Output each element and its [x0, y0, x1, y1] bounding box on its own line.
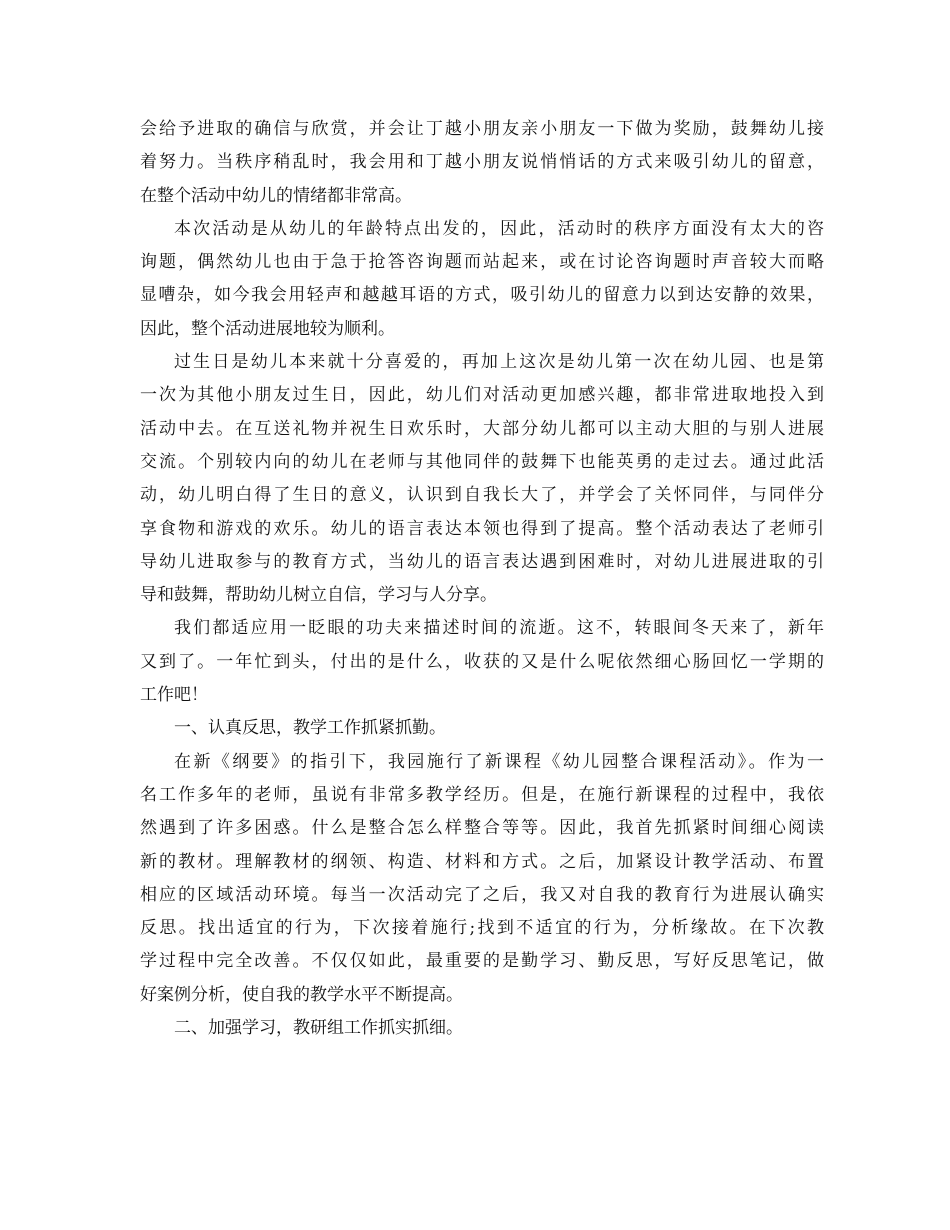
text-line: 好案例分析，使自我的教学水平不断提高。 — [140, 984, 463, 1005]
text-line: 会给予进取的确信与欣赏，并会让丁越小朋友亲小朋友一下做为奖励，鼓舞幼儿接 — [140, 119, 824, 139]
document-body — [140, 113, 824, 1045]
text-line: 因此，整个活动进展地较为顺利。 — [140, 318, 395, 339]
text-line: 然遇到了许多困惑。什么是整合怎么样整合等等。因此，我首先抓紧时间细心阅读 — [140, 818, 824, 839]
heading-text: 二、加强学习，教研组工作抓实抓细。 — [174, 1018, 463, 1039]
text-line: 动，幼儿明白得了生日的意义，认识到自我长大了，并学会了关怀同伴，与同伴分 — [140, 485, 824, 506]
heading-text: 一、认真反思，教学工作抓紧抓勤。 — [174, 718, 446, 739]
text-line: 交流。个别较内向的幼儿在老师与其他同伴的鼓舞下也能英勇的走过去。通过此活 — [140, 451, 824, 472]
paragraph — [140, 346, 824, 612]
text-line: 享食物和游戏的欢乐。幼儿的语言表达本领也得到了提高。整个活动表达了老师引 — [140, 518, 824, 539]
text-line: 新的教材。理解教材的纲领、构造、材料和方式。之后，加紧设计教学活动、布置 — [140, 851, 824, 872]
text-line: 询题，偶然幼儿也由于急于抢答咨询题而站起来，或在讨论咨询题时声音较大而略 — [140, 252, 824, 273]
text-line: 我们都适应用一眨眼的功夫来描述时间的流逝。这不，转眼间冬天来了，新年 — [174, 618, 824, 639]
text-line: 在新《纲要》的指引下，我园施行了新课程《幼儿园整合课程活动》。作为一 — [174, 751, 824, 772]
text-line: 导幼儿进取参与的教育方式，当幼儿的语言表达遇到困难时，对幼儿进展进取的引 — [140, 551, 824, 572]
text-line: 名工作多年的老师，虽说有非常多教学经历。但是，在施行新课程的过程中，我依 — [140, 784, 824, 805]
text-line: 本次活动是从幼儿的年龄特点出发的，因此，活动时的秩序方面没有太大的咨 — [174, 218, 824, 239]
text-line: 又到了。一年忙到头，付出的是什么，收获的又是什么呢依然细心肠回忆一学期的 — [140, 651, 824, 672]
paragraph — [140, 612, 824, 712]
text-line: 在整个活动中幼儿的情绪都非常高。 — [140, 185, 412, 206]
text-line: 一次为其他小朋友过生日，因此，幼儿们对活动更加感兴趣，都非常进取地投入到 — [140, 385, 824, 406]
text-line: 活动中去。在互送礼物并祝生日欢乐时，大部分幼儿都可以主动大胆的与别人进展 — [140, 418, 824, 439]
text-line: 导和鼓舞，帮助幼儿树立自信，学习与人分享。 — [140, 585, 497, 606]
text-line: 工作吧！ — [140, 685, 208, 706]
text-line: 反思。找出适宜的行为，下次接着施行;找到不适宜的行为，分析缘故。在下次教 — [140, 918, 824, 939]
paragraph — [140, 746, 824, 1012]
section-heading — [140, 712, 824, 745]
text-line: 显嘈杂，如今我会用轻声和越越耳语的方式，吸引幼儿的留意力以到达安静的效果， — [140, 285, 824, 306]
text-line: 相应的区域活动环境。每当一次活动完了之后，我又对自我的教育行为进展认确实 — [140, 884, 824, 905]
text-line: 学过程中完全改善。不仅仅如此，最重要的是勤学习、勤反思，写好反思笔记，做 — [140, 951, 824, 972]
text-line: 着努力。当秩序稍乱时，我会用和丁越小朋友说悄悄话的方式来吸引幼儿的留意， — [140, 152, 824, 173]
paragraph — [140, 113, 824, 213]
paragraph — [140, 213, 824, 346]
text-line: 过生日是幼儿本来就十分喜爱的，再加上这次是幼儿第一次在幼儿园、也是第 — [174, 352, 824, 373]
section-heading — [140, 1012, 824, 1045]
